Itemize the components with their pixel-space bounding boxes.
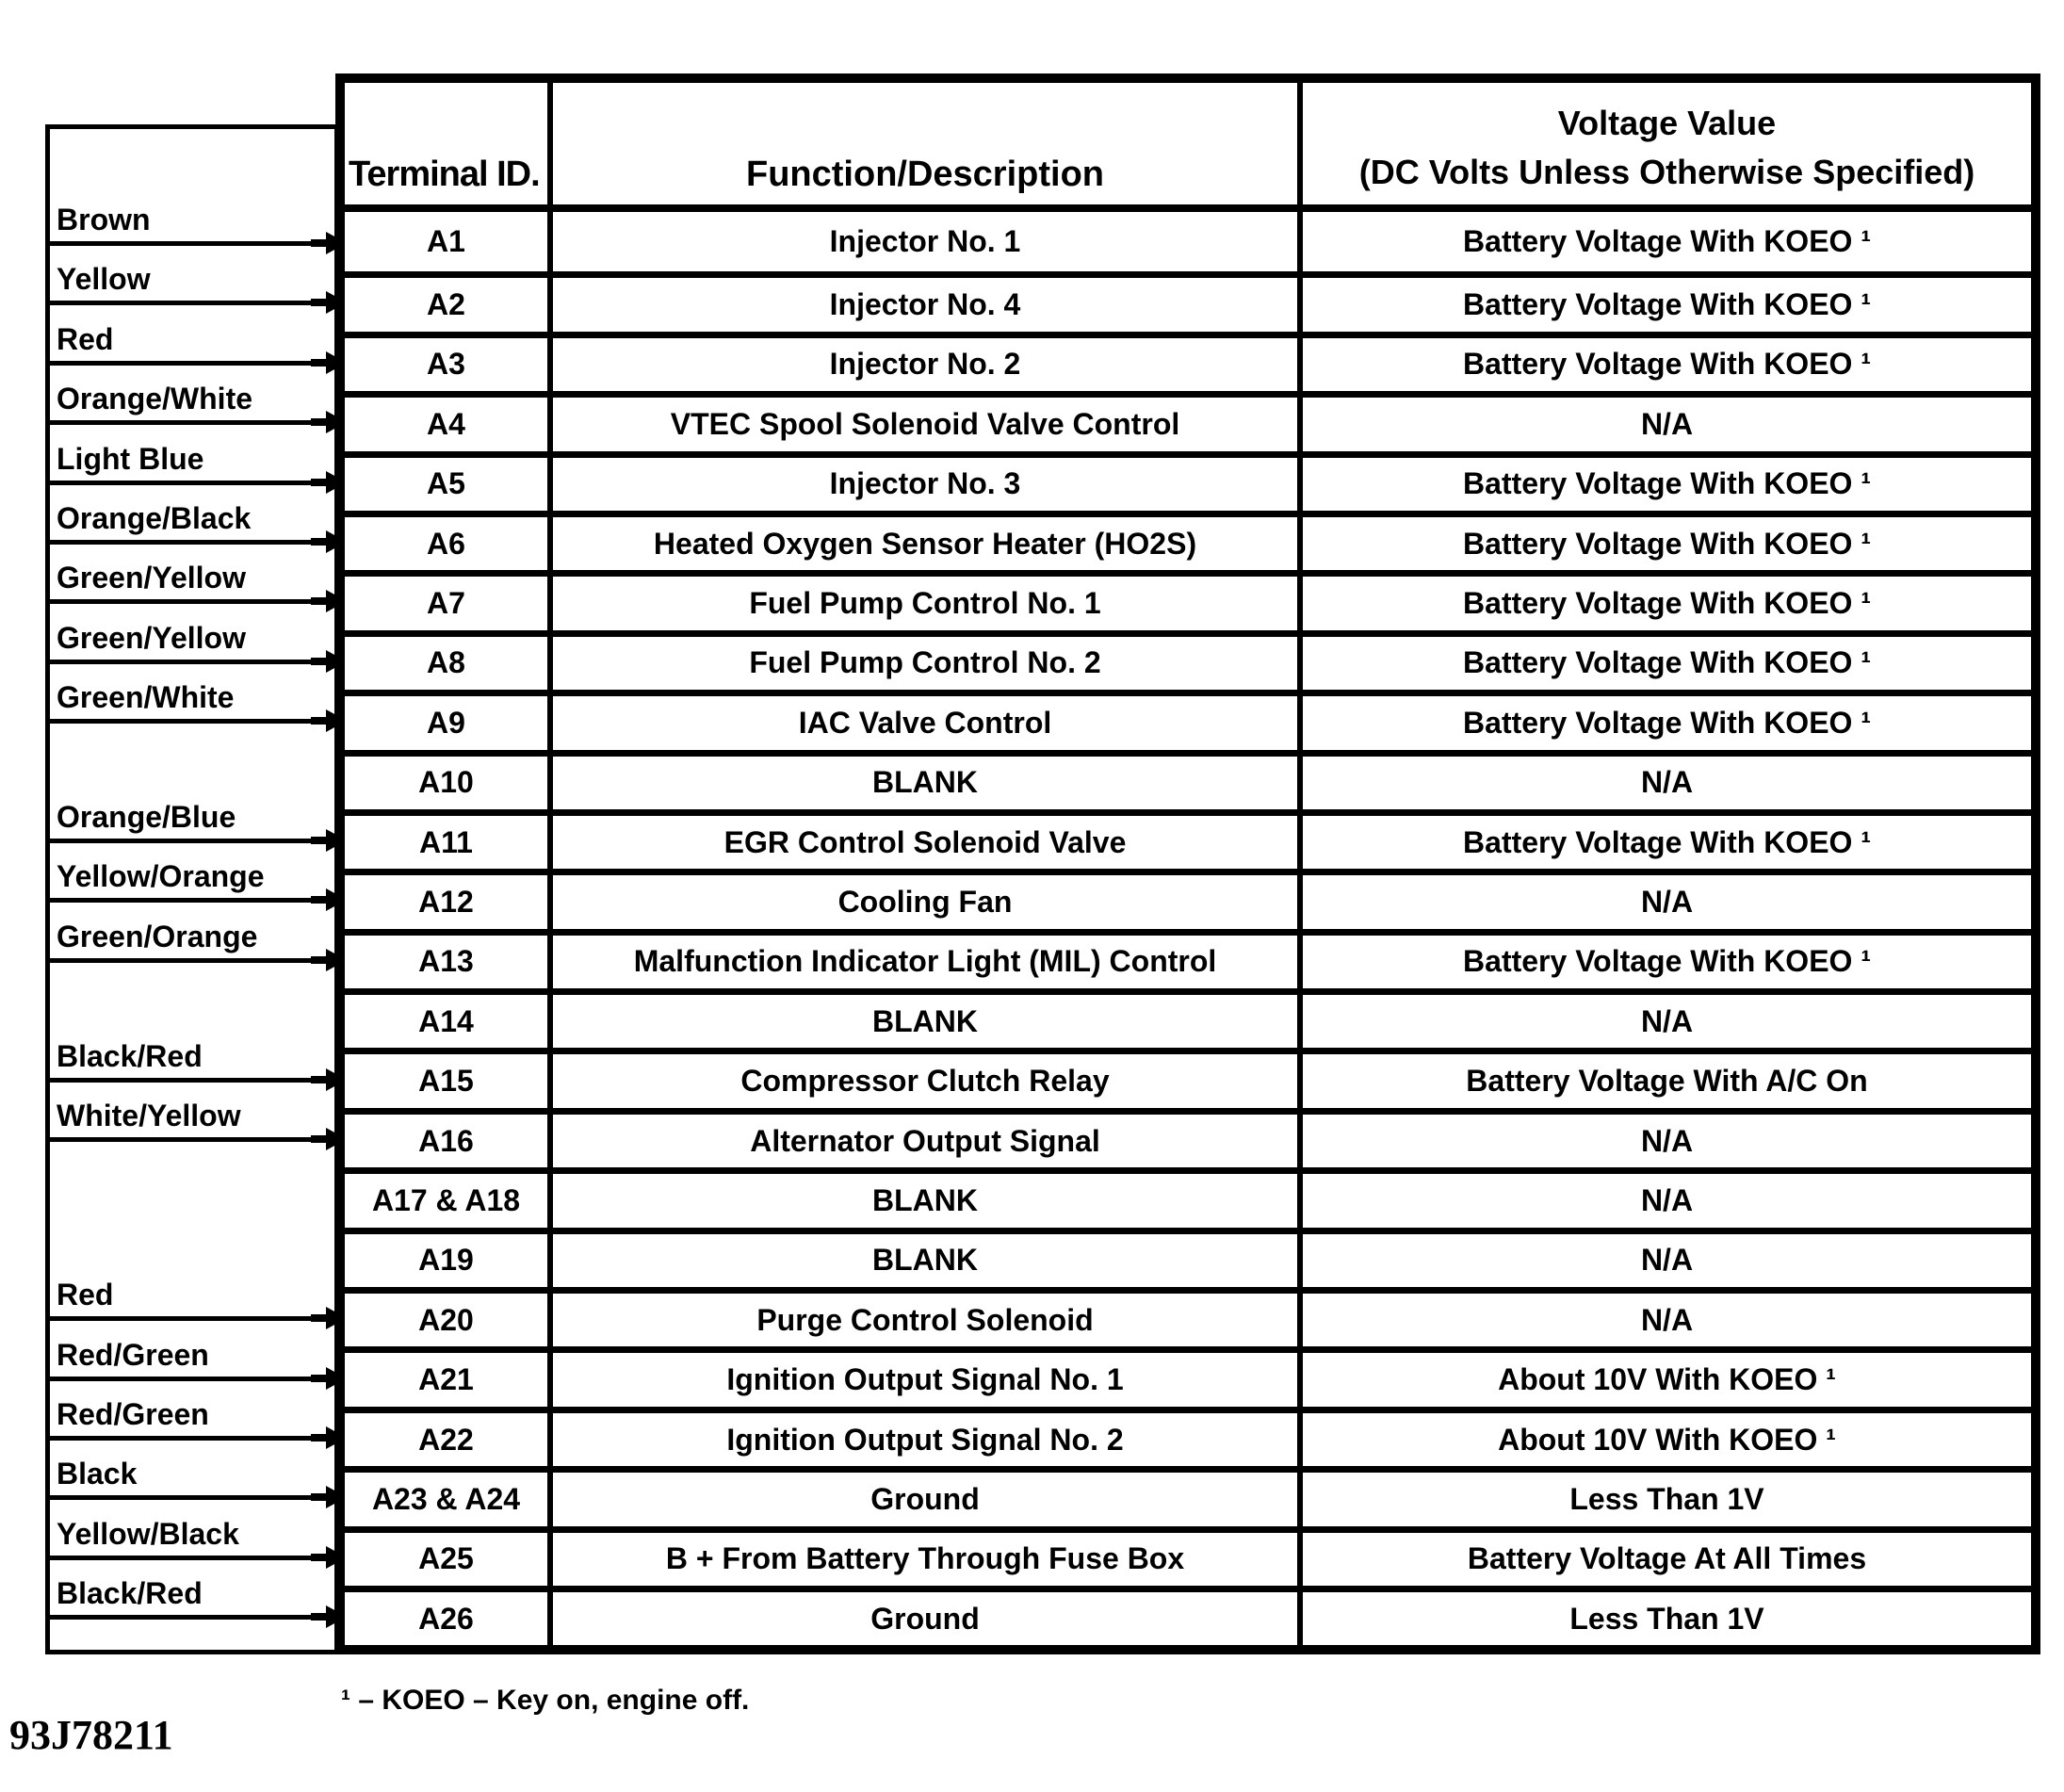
- voltage-value-cell: N/A: [1297, 1294, 2031, 1346]
- wire-line: [45, 599, 317, 604]
- function-description-cell: BLANK: [547, 1174, 1297, 1227]
- wire-color-label: Light Blue: [57, 441, 204, 476]
- wire-line: [45, 241, 317, 246]
- voltage-value-cell: Battery Voltage With KOEO ¹: [1297, 517, 2031, 570]
- function-description-cell: B + From Battery Through Fuse Box: [547, 1533, 1297, 1586]
- wire-line: [45, 1377, 317, 1381]
- wire-color-label: Orange/White: [57, 382, 253, 416]
- wire-color-label: Green/Orange: [57, 919, 258, 953]
- function-description-cell: Ground: [547, 1592, 1297, 1645]
- wire-line: [45, 540, 317, 545]
- table-row: [345, 1287, 2031, 1346]
- table-row: [345, 809, 2031, 869]
- table-row: [345, 391, 2031, 450]
- terminal-id-cell: A20: [418, 1302, 474, 1337]
- wire-color-label: Green/White: [57, 680, 235, 715]
- wire-line: [45, 1137, 317, 1142]
- terminal-id-cell: A14: [418, 1003, 474, 1038]
- function-description-cell: Heated Oxygen Sensor Heater (HO2S): [547, 517, 1297, 570]
- wire-color-label: White/Yellow: [57, 1099, 241, 1132]
- function-description-cell: Ground: [547, 1473, 1297, 1525]
- wire-line: [45, 301, 317, 305]
- voltage-value-cell: About 10V With KOEO ¹: [1297, 1353, 2031, 1406]
- voltage-value-cell: Battery Voltage With KOEO ¹: [1297, 577, 2031, 629]
- voltage-value-cell: N/A: [1297, 1234, 2031, 1287]
- terminal-id-cell: A9: [427, 705, 465, 740]
- voltage-value-cell: Battery Voltage With KOEO ¹: [1297, 936, 2031, 988]
- wire-line: [45, 361, 317, 366]
- wire-line: [45, 481, 317, 485]
- voltage-value-cell: Battery Voltage With KOEO ¹: [1297, 338, 2031, 391]
- terminal-id-cell: A16: [418, 1123, 474, 1158]
- wire-line: [45, 1556, 317, 1560]
- wire-line: [45, 1078, 317, 1083]
- function-description-cell: Cooling Fan: [547, 875, 1297, 928]
- wire-line: [45, 1316, 317, 1321]
- terminal-id-cell: A10: [418, 765, 474, 800]
- function-description-cell: BLANK: [547, 1234, 1297, 1287]
- voltage-value-cell: Battery Voltage With KOEO ¹: [1297, 458, 2031, 511]
- terminal-id-cell: A22: [418, 1422, 474, 1457]
- voltage-value-cell: N/A: [1297, 1115, 2031, 1167]
- wire-line: [45, 1495, 317, 1500]
- voltage-value-cell: Battery Voltage With KOEO ¹: [1297, 637, 2031, 690]
- table-row: [345, 1167, 2031, 1227]
- voltage-value-cell: Battery Voltage With KOEO ¹: [1297, 816, 2031, 869]
- voltage-header-line1: Voltage Value: [1557, 103, 1777, 142]
- function-description-cell: Alternator Output Signal: [547, 1115, 1297, 1167]
- function-description-cell: Purge Control Solenoid: [547, 1294, 1297, 1346]
- wire-line: [45, 420, 317, 425]
- voltage-value-cell: About 10V With KOEO ¹: [1297, 1413, 2031, 1466]
- table-row: [345, 690, 2031, 749]
- voltage-value-cell: Battery Voltage With KOEO ¹: [1297, 212, 2031, 271]
- function-description-cell: EGR Control Solenoid Valve: [547, 816, 1297, 869]
- col-header-terminal-id: Terminal ID.: [349, 155, 540, 194]
- table-body: [345, 212, 2031, 1645]
- function-description-cell: Compressor Clutch Relay: [547, 1054, 1297, 1107]
- wire-line: [45, 839, 317, 843]
- terminal-id-cell: A25: [418, 1541, 474, 1576]
- table-row: [345, 1526, 2031, 1586]
- voltage-value-cell: N/A: [1297, 995, 2031, 1048]
- wire-color-label: Black/Red: [57, 1576, 203, 1611]
- function-description-cell: IAC Valve Control: [547, 696, 1297, 749]
- wire-line: [45, 719, 317, 724]
- terminal-id-cell: A21: [418, 1362, 474, 1397]
- function-description-cell: Malfunction Indicator Light (MIL) Control: [547, 936, 1297, 988]
- terminal-id-cell: A12: [418, 884, 474, 919]
- function-description-cell: Injector No. 1: [547, 212, 1297, 271]
- terminal-id-cell: A6: [427, 526, 465, 561]
- function-description-cell: Fuel Pump Control No. 2: [547, 637, 1297, 690]
- wire-color-label: Red/Green: [57, 1397, 209, 1431]
- table-row: [345, 451, 2031, 511]
- wire-color-label: Yellow: [57, 262, 151, 297]
- voltage-value-cell: Battery Voltage With A/C On: [1297, 1054, 2031, 1107]
- terminal-id-cell: A23 & A24: [371, 1481, 521, 1516]
- table-row: [345, 511, 2031, 570]
- voltage-value-cell: Less Than 1V: [1297, 1473, 2031, 1525]
- figure-id: 93J78211: [9, 1712, 173, 1758]
- table-header-row: [345, 83, 2031, 212]
- terminal-id-cell: A11: [419, 824, 473, 859]
- table-row: [345, 212, 2031, 271]
- terminal-pinout-table: [335, 73, 2040, 1654]
- wire-color-label: Green/Yellow: [57, 561, 246, 595]
- voltage-value-cell: N/A: [1297, 757, 2031, 809]
- wire-color-label: Orange/Black: [57, 501, 252, 535]
- table-row: [345, 1466, 2031, 1525]
- voltage-value-cell: Battery Voltage With KOEO ¹: [1297, 696, 2031, 749]
- wire-line: [45, 958, 317, 963]
- function-description-cell: Injector No. 2: [547, 338, 1297, 391]
- terminal-id-cell: A1: [427, 224, 465, 259]
- terminal-id-cell: A13: [418, 944, 474, 979]
- voltage-value-cell: N/A: [1297, 875, 2031, 928]
- wire-line: [45, 1615, 317, 1620]
- terminal-id-cell: A7: [427, 586, 465, 621]
- function-description-cell: Fuel Pump Control No. 1: [547, 577, 1297, 629]
- function-description-cell: BLANK: [547, 995, 1297, 1048]
- terminal-id-cell: A15: [418, 1064, 474, 1099]
- terminal-id-cell: A26: [418, 1601, 474, 1636]
- table-row: [345, 1346, 2031, 1406]
- table-row: [345, 1228, 2031, 1287]
- function-description-cell: Ignition Output Signal No. 2: [547, 1413, 1297, 1466]
- terminal-id-cell: A5: [427, 466, 465, 501]
- table-row: [345, 750, 2031, 809]
- wire-color-label: Black/Red: [57, 1038, 203, 1073]
- table-row: [345, 332, 2031, 391]
- wire-color-label: Green/Yellow: [57, 620, 246, 655]
- wire-line: [45, 660, 317, 664]
- function-description-cell: BLANK: [547, 757, 1297, 809]
- wire-color-label: Brown: [57, 203, 151, 236]
- table-row: [345, 929, 2031, 988]
- terminal-id-cell: A3: [427, 347, 465, 382]
- voltage-value-cell: Battery Voltage With KOEO ¹: [1297, 278, 2031, 331]
- wire-color-label: Red: [57, 1278, 114, 1312]
- terminal-id-cell: A8: [427, 645, 465, 680]
- wire-color-label: Orange/Blue: [57, 800, 236, 834]
- function-description-cell: VTEC Spool Solenoid Valve Control: [547, 398, 1297, 450]
- table-row: [345, 1586, 2031, 1645]
- wire-color-label: Yellow/Black: [57, 1516, 239, 1551]
- function-description-cell: Ignition Output Signal No. 1: [547, 1353, 1297, 1406]
- terminal-id-cell: A19: [418, 1243, 474, 1278]
- table-row: [345, 1407, 2031, 1466]
- table-row: [345, 271, 2031, 331]
- wire-line: [45, 1436, 317, 1441]
- col-header-function-description: Function/Description: [547, 83, 1297, 204]
- function-description-cell: Injector No. 3: [547, 458, 1297, 511]
- voltage-value-cell: N/A: [1297, 1174, 2031, 1227]
- terminal-id-cell: A4: [427, 406, 465, 441]
- koeo-footnote: ¹ – KOEO – Key on, engine off.: [341, 1685, 750, 1716]
- table-row: [345, 1108, 2031, 1167]
- table-row: [345, 630, 2031, 690]
- col-header-voltage-value: [1297, 83, 2031, 204]
- terminal-id-cell: A17 & A18: [371, 1182, 521, 1217]
- wire-color-label: Red: [57, 321, 114, 356]
- voltage-value-cell: N/A: [1297, 398, 2031, 450]
- table-row: [345, 1048, 2031, 1107]
- wire-line: [45, 898, 317, 903]
- terminal-id-cell: A2: [427, 287, 465, 322]
- wire-color-label: Red/Green: [57, 1337, 209, 1372]
- table-row: [345, 869, 2031, 928]
- wire-color-label: Black: [57, 1457, 138, 1491]
- function-description-cell: Injector No. 4: [547, 278, 1297, 331]
- wire-color-label: Yellow/Orange: [57, 859, 265, 894]
- voltage-value-cell: Battery Voltage At All Times: [1297, 1533, 2031, 1586]
- voltage-value-cell: Less Than 1V: [1297, 1592, 2031, 1645]
- table-row: [345, 570, 2031, 629]
- voltage-header-line2: (DC Volts Unless Otherwise Specified): [1358, 152, 1975, 191]
- table-row: [345, 988, 2031, 1048]
